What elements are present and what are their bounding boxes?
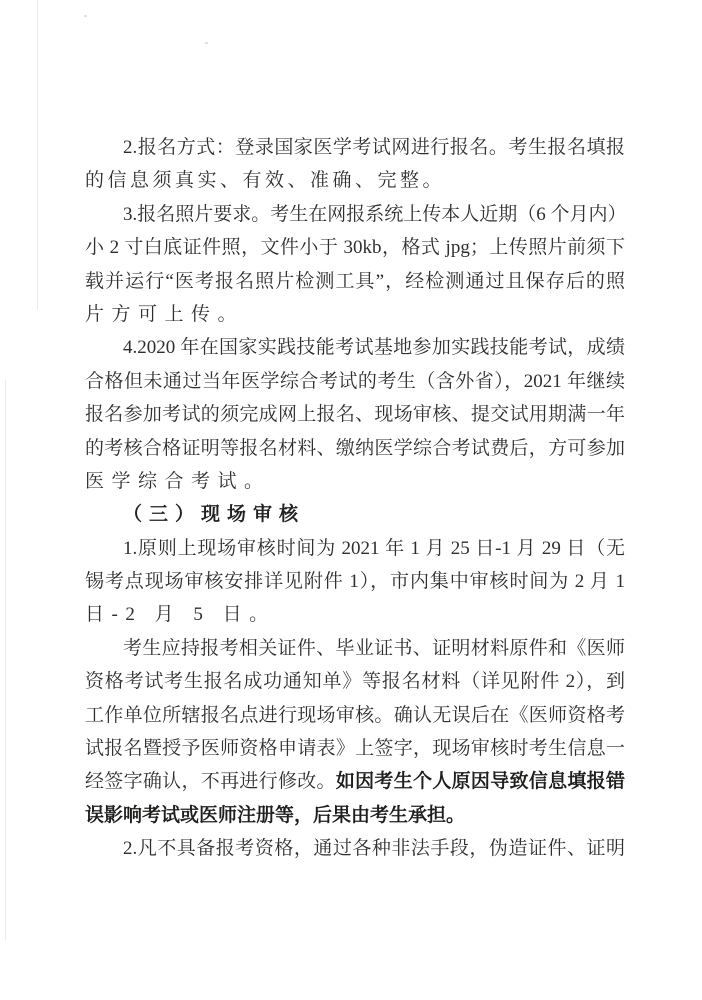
- document-line: [85, 799, 625, 832]
- text-segment: 报名参加考试的须完成网上报名、现场审核、提交试用期满一年: [85, 404, 625, 426]
- document-line: [85, 732, 625, 765]
- text-segment: 2.报名方式：登录国家医学考试网进行报名。考生报名填报: [123, 137, 625, 158]
- document-line: [85, 331, 625, 364]
- text-segment: 片方可上传。: [85, 303, 245, 325]
- text-segment: 的考核合格证明等报名材料、缴纳医学综合考试费后，方可参加: [85, 437, 625, 459]
- text-segment: 合格但未通过当年医学综合考试的考生（含外省），2021 年继续: [85, 370, 625, 392]
- text-segment: 误影响考试或医师注册等，后果由考生承担。: [85, 804, 466, 826]
- document-line: [85, 665, 625, 698]
- document-line: [85, 598, 625, 631]
- text-segment: 小 2 寸白底证件照，文件小于 30kb，格式 jpg；上传照片前须下: [85, 237, 625, 259]
- text-segment: 考生应持报考相关证件、毕业证书、证明材料原件和《医师: [123, 637, 625, 659]
- text-segment: 工作单位所辖报名点进行现场审核。确认无误后在《医师资格考: [85, 704, 625, 726]
- scan-artifact-speck: [84, 15, 87, 17]
- document-line: [85, 632, 625, 665]
- text-segment: （三）现场审核: [123, 504, 306, 526]
- text-segment: 资格考试考生报名成功通知单》等报名材料（详见附件 2），到: [85, 671, 625, 693]
- text-segment: 的信息须真实、有效、准确、完整。: [85, 170, 446, 192]
- document-line: [85, 164, 625, 197]
- document-line: [85, 432, 625, 465]
- text-segment: 锡考点现场审核安排详见附件 1），市内集中审核时间为 2 月 1: [85, 571, 625, 593]
- document-line: [85, 765, 625, 798]
- text-segment: 试报名暨授予医师资格申请表》上签字，现场审核时考生信息一: [85, 738, 625, 760]
- section-heading-line: [85, 498, 625, 531]
- document-line: [85, 198, 625, 231]
- document-line: [85, 832, 625, 865]
- document-line: [85, 265, 625, 298]
- document-line: [85, 365, 625, 398]
- text-segment: 1.原则上现场审核时间为 2021 年 1 月 25 日-1 月 29 日（无: [123, 537, 625, 559]
- document-line: [85, 699, 625, 732]
- document-text-block: [85, 131, 625, 866]
- document-line: [85, 465, 625, 498]
- scan-artifact-streak: [37, 0, 38, 310]
- document-line: [85, 231, 625, 264]
- text-segment: 经签字确认，不再进行修改。: [85, 771, 336, 793]
- scan-artifact-streak: [5, 380, 6, 940]
- text-segment: 日-2 月 5 日。: [85, 604, 276, 626]
- document-line: [85, 398, 625, 431]
- document-line: [85, 565, 625, 598]
- text-segment: 3.报名照片要求。考生在网报系统上传本人近期（6 个月内）: [123, 203, 627, 225]
- text-segment: 4.2020 年在国家实践技能考试基地参加实践技能考试，成绩: [123, 337, 625, 359]
- document-line: [85, 298, 625, 331]
- document-line: [85, 532, 625, 565]
- text-segment: 如因考生个人原因导致信息填报错: [335, 771, 625, 793]
- document-line: [85, 131, 625, 164]
- scan-artifact-speck: [205, 42, 208, 44]
- text-segment: 医学综合考试。: [85, 470, 271, 492]
- text-segment: 2.凡不具备报考资格，通过各种非法手段，伪造证件、证明: [123, 838, 625, 860]
- text-segment: 载并运行“医考报名照片检测工具”，经检测通过且保存后的照: [85, 270, 625, 292]
